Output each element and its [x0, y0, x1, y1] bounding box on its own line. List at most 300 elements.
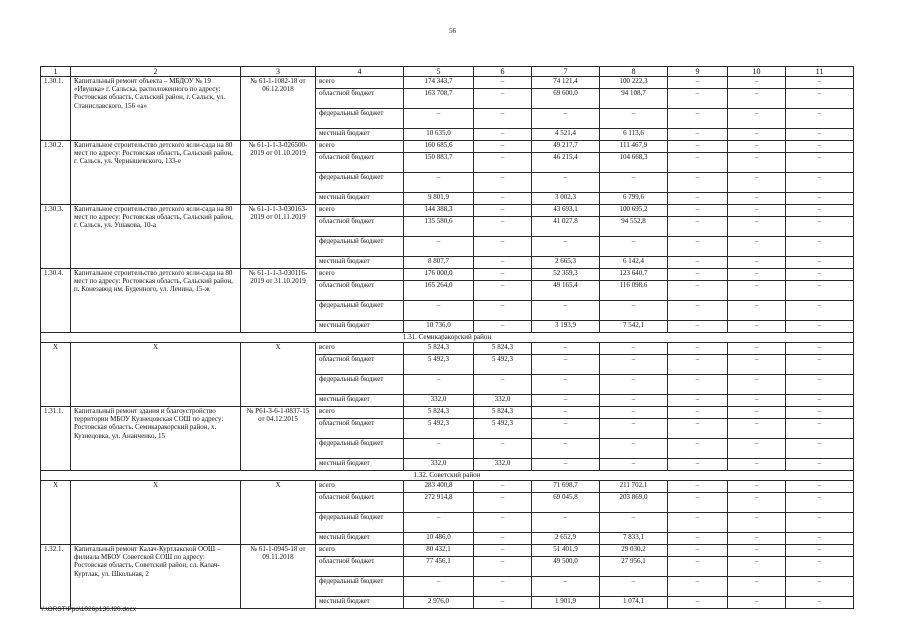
amount-cell: –: [728, 193, 786, 205]
amount-cell: –: [474, 321, 532, 333]
amount-cell: –: [532, 109, 600, 129]
amount-cell: –: [786, 343, 854, 355]
amount-cell: –: [600, 395, 668, 407]
funding-type: федеральный бюджет: [316, 513, 404, 533]
amount-cell: –: [728, 481, 786, 493]
amount-cell: –: [532, 301, 600, 321]
amount-cell: –: [728, 343, 786, 355]
amount-cell: 49 165,4: [532, 281, 600, 301]
amount-cell: 7 542,1: [600, 321, 668, 333]
amount-cell: –: [600, 343, 668, 355]
amount-cell: –: [728, 301, 786, 321]
section-title: 1.31. Семикаракорский район: [41, 333, 854, 343]
item-document: № Р61-3-6-1-0837-15 от 04.12.2015: [241, 407, 316, 471]
amount-cell: –: [786, 109, 854, 129]
amount-cell: –: [786, 513, 854, 533]
amount-cell: –: [728, 439, 786, 459]
amount-cell: 3 193,9: [532, 321, 600, 333]
amount-cell: 94 552,8: [600, 217, 668, 237]
amount-cell: 144 388,3: [404, 205, 474, 217]
amount-cell: –: [668, 173, 728, 193]
amount-cell: –: [532, 375, 600, 395]
amount-cell: –: [474, 237, 532, 257]
amount-cell: –: [474, 257, 532, 269]
amount-cell: 203 869,0: [600, 493, 668, 513]
funding-type: областной бюджет: [316, 281, 404, 301]
amount-cell: –: [728, 577, 786, 597]
amount-cell: –: [474, 269, 532, 281]
item-number: 1.30.4.: [41, 269, 71, 333]
amount-cell: –: [728, 109, 786, 129]
amount-cell: –: [474, 193, 532, 205]
amount-cell: –: [668, 281, 728, 301]
amount-cell: –: [532, 439, 600, 459]
item-document: Х: [241, 481, 316, 545]
amount-cell: –: [532, 173, 600, 193]
funding-type: местный бюджет: [316, 129, 404, 141]
funding-type: местный бюджет: [316, 597, 404, 609]
item-name: Капитальное строительство детского ясли-сада на 80 мест по адресу: Ростовская область, Сальский район, г. Сальск, ул. Ушакова, 10-а: [71, 205, 241, 269]
amount-cell: –: [668, 217, 728, 237]
amount-cell: 5 824,3: [404, 407, 474, 419]
file-path-footer: Y:\ORST\Ppo\1026p136.f20.docx: [40, 606, 137, 613]
amount-cell: –: [728, 545, 786, 557]
amount-cell: –: [668, 493, 728, 513]
amount-cell: 46 215,4: [532, 153, 600, 173]
amount-cell: –: [728, 89, 786, 109]
amount-cell: –: [728, 281, 786, 301]
item-document: Х: [241, 343, 316, 407]
amount-cell: –: [728, 597, 786, 609]
amount-cell: 5 492,3: [404, 355, 474, 375]
amount-cell: –: [474, 173, 532, 193]
amount-cell: –: [728, 77, 786, 89]
amount-cell: –: [786, 153, 854, 173]
amount-cell: –: [474, 493, 532, 513]
item-number: 1.31.1.: [41, 407, 71, 471]
amount-cell: –: [786, 419, 854, 439]
amount-cell: –: [532, 355, 600, 375]
amount-cell: –: [728, 395, 786, 407]
amount-cell: –: [600, 237, 668, 257]
amount-cell: –: [668, 545, 728, 557]
amount-cell: –: [668, 321, 728, 333]
amount-cell: –: [786, 597, 854, 609]
amount-cell: –: [728, 269, 786, 281]
amount-cell: –: [786, 395, 854, 407]
amount-cell: 332,0: [404, 395, 474, 407]
funding-type: областной бюджет: [316, 89, 404, 109]
funding-type: всего: [316, 343, 404, 355]
item-document: № 61-1-1082-18 от 06.12.2018: [241, 77, 316, 141]
amount-cell: 29 030,2: [600, 545, 668, 557]
amount-cell: –: [786, 173, 854, 193]
amount-cell: 41 027,8: [532, 217, 600, 237]
amount-cell: 5 492,3: [474, 355, 532, 375]
item-name: Х: [71, 481, 241, 545]
section-row: [41, 471, 854, 481]
amount-cell: –: [668, 109, 728, 129]
amount-cell: –: [728, 355, 786, 375]
amount-cell: –: [600, 439, 668, 459]
amount-cell: –: [728, 129, 786, 141]
amount-cell: –: [532, 459, 600, 471]
funding-type: областной бюджет: [316, 419, 404, 439]
amount-cell: –: [728, 459, 786, 471]
table-row: [41, 141, 854, 153]
amount-cell: 27 956,1: [600, 557, 668, 577]
funding-type: всего: [316, 481, 404, 493]
amount-cell: –: [786, 281, 854, 301]
amount-cell: –: [600, 109, 668, 129]
amount-cell: –: [728, 141, 786, 153]
amount-cell: –: [786, 533, 854, 545]
amount-cell: 163 708,7: [404, 89, 474, 109]
page-number: 56: [449, 27, 456, 35]
header-cell: 4: [316, 67, 404, 77]
amount-cell: 7 833,1: [600, 533, 668, 545]
table-row: [41, 481, 854, 493]
amount-cell: –: [728, 153, 786, 173]
funding-type: федеральный бюджет: [316, 173, 404, 193]
funding-type: федеральный бюджет: [316, 577, 404, 597]
funding-type: областной бюджет: [316, 557, 404, 577]
item-name: Капитальное строительство детского ясли-сада на 80 мест по адресу: Ростовская область, Сальский район, г. Сальск, ул. Чернышевского, 133-е: [71, 141, 241, 205]
amount-cell: 100 695,2: [600, 205, 668, 217]
funding-type: местный бюджет: [316, 459, 404, 471]
amount-cell: –: [532, 395, 600, 407]
amount-cell: –: [474, 129, 532, 141]
amount-cell: –: [668, 557, 728, 577]
amount-cell: –: [474, 281, 532, 301]
amount-cell: 283 400,8: [404, 481, 474, 493]
item-number: 1.32.1.: [41, 545, 71, 609]
header-row: [41, 67, 854, 77]
amount-cell: –: [786, 459, 854, 471]
amount-cell: 5 492,3: [474, 419, 532, 439]
amount-cell: –: [786, 493, 854, 513]
amount-cell: –: [668, 597, 728, 609]
amount-cell: –: [786, 205, 854, 217]
amount-cell: –: [668, 141, 728, 153]
section-title: 1.32. Советский район: [41, 471, 854, 481]
item-name: Капитальный ремонт Калач-Куртлакской ООШ – филиала МБОУ Советской СОШ по адресу: Ростовская область, Советский район, сл. Калач-Куртлак, ул. Школьная, 2: [71, 545, 241, 609]
amount-cell: –: [668, 153, 728, 173]
amount-cell: –: [728, 419, 786, 439]
item-name: Капитальное строительство детского ясли-сада на 80 мест по адресу: Ростовская область, Сальский район, п. Конезавод им. Буденного, ул. Ленина, 15-ж: [71, 269, 241, 333]
amount-cell: –: [668, 481, 728, 493]
amount-cell: 5 824,3: [474, 343, 532, 355]
amount-cell: –: [404, 301, 474, 321]
amount-cell: –: [474, 153, 532, 173]
amount-cell: –: [728, 557, 786, 577]
amount-cell: 176 000,0: [404, 269, 474, 281]
amount-cell: –: [474, 439, 532, 459]
amount-cell: 160 685,6: [404, 141, 474, 153]
amount-cell: –: [728, 217, 786, 237]
amount-cell: –: [728, 173, 786, 193]
amount-cell: 332,0: [474, 459, 532, 471]
amount-cell: 135 580,6: [404, 217, 474, 237]
amount-cell: –: [668, 439, 728, 459]
amount-cell: –: [786, 577, 854, 597]
amount-cell: –: [668, 193, 728, 205]
item-document: № 61-1-0945-18 от 09.11.2018: [241, 545, 316, 609]
amount-cell: –: [668, 77, 728, 89]
amount-cell: –: [728, 533, 786, 545]
amount-cell: –: [404, 439, 474, 459]
funding-type: федеральный бюджет: [316, 109, 404, 129]
header-cell: 2: [71, 67, 241, 77]
amount-cell: –: [668, 355, 728, 375]
amount-cell: 332,0: [404, 459, 474, 471]
funding-type: всего: [316, 205, 404, 217]
table-row: [41, 545, 854, 557]
amount-cell: –: [786, 545, 854, 557]
amount-cell: 1 074,1: [600, 597, 668, 609]
amount-cell: 5 824,3: [404, 343, 474, 355]
amount-cell: –: [786, 407, 854, 419]
table-row: [41, 269, 854, 281]
funding-type: местный бюджет: [316, 395, 404, 407]
amount-cell: 52 359,3: [532, 269, 600, 281]
amount-cell: 80 432,1: [404, 545, 474, 557]
funding-type: всего: [316, 407, 404, 419]
amount-cell: 77 456,1: [404, 557, 474, 577]
amount-cell: 2 652,9: [532, 533, 600, 545]
amount-cell: –: [786, 89, 854, 109]
item-document: № 61-1-1-3-030116-2019 от 31.10.2019: [241, 269, 316, 333]
amount-cell: 211 702,1: [600, 481, 668, 493]
amount-cell: 94 108,7: [600, 89, 668, 109]
amount-cell: 69 045,8: [532, 493, 600, 513]
amount-cell: –: [668, 577, 728, 597]
amount-cell: –: [404, 513, 474, 533]
amount-cell: 10 486,0: [404, 533, 474, 545]
amount-cell: 174 343,7: [404, 77, 474, 89]
amount-cell: 111 467,9: [600, 141, 668, 153]
amount-cell: –: [728, 237, 786, 257]
item-name: Х: [71, 343, 241, 407]
amount-cell: –: [728, 257, 786, 269]
amount-cell: –: [728, 513, 786, 533]
amount-cell: 49 217,7: [532, 141, 600, 153]
table-row: [41, 205, 854, 217]
amount-cell: –: [474, 545, 532, 557]
amount-cell: –: [474, 301, 532, 321]
amount-cell: 8 807,7: [404, 257, 474, 269]
amount-cell: –: [600, 459, 668, 471]
amount-cell: 69 600,0: [532, 89, 600, 109]
header-cell: 1: [41, 67, 71, 77]
amount-cell: –: [474, 557, 532, 577]
table-row: [41, 343, 854, 355]
amount-cell: 10 736,0: [404, 321, 474, 333]
amount-cell: –: [668, 395, 728, 407]
amount-cell: –: [404, 577, 474, 597]
amount-cell: –: [532, 577, 600, 597]
funding-type: областной бюджет: [316, 217, 404, 237]
amount-cell: –: [786, 439, 854, 459]
header-cell: 9: [668, 67, 728, 77]
amount-cell: –: [474, 577, 532, 597]
item-number: 1.30.1.: [41, 77, 71, 141]
amount-cell: –: [532, 407, 600, 419]
amount-cell: –: [404, 109, 474, 129]
amount-cell: 5 492,3: [404, 419, 474, 439]
amount-cell: –: [786, 141, 854, 153]
amount-cell: –: [600, 301, 668, 321]
amount-cell: –: [600, 355, 668, 375]
item-document: № 61-1-1-3-026500-2019 от 01.10.2019: [241, 141, 316, 205]
amount-cell: 6 799,6: [600, 193, 668, 205]
table-row: [41, 77, 854, 89]
amount-cell: –: [668, 205, 728, 217]
funding-type: всего: [316, 545, 404, 557]
amount-cell: –: [668, 129, 728, 141]
amount-cell: –: [532, 237, 600, 257]
amount-cell: –: [728, 321, 786, 333]
amount-cell: –: [600, 577, 668, 597]
item-number: Х: [41, 481, 71, 545]
table-row: [41, 407, 854, 419]
amount-cell: –: [474, 77, 532, 89]
amount-cell: 6 113,6: [600, 129, 668, 141]
amount-cell: 6 142,4: [600, 257, 668, 269]
amount-cell: 123 640,7: [600, 269, 668, 281]
amount-cell: 150 883,7: [404, 153, 474, 173]
item-name: Капитальный ремонт объекта – МБДОУ № 19 «Ивушка» г. Сальска, расположенного по адресу: Ростовская область, Сальский район, г. Сальск, ул. Станиславского, 156 «а»: [71, 77, 241, 141]
item-number: 1.30.3.: [41, 205, 71, 269]
amount-cell: –: [474, 109, 532, 129]
amount-cell: –: [668, 533, 728, 545]
amount-cell: –: [474, 481, 532, 493]
item-document: № 61-1-1-3-030163-2019 от 01.11.2019: [241, 205, 316, 269]
amount-cell: –: [474, 205, 532, 217]
amount-cell: –: [786, 481, 854, 493]
section-row: [41, 333, 854, 343]
amount-cell: –: [668, 513, 728, 533]
amount-cell: –: [404, 375, 474, 395]
funding-type: областной бюджет: [316, 153, 404, 173]
amount-cell: –: [668, 89, 728, 109]
amount-cell: 43 693,1: [532, 205, 600, 217]
amount-cell: –: [668, 301, 728, 321]
amount-cell: –: [600, 419, 668, 439]
amount-cell: 3 002,3: [532, 193, 600, 205]
amount-cell: 4 521,4: [532, 129, 600, 141]
amount-cell: –: [786, 237, 854, 257]
amount-cell: 2 976,0: [404, 597, 474, 609]
amount-cell: –: [786, 257, 854, 269]
amount-cell: 51 401,9: [532, 545, 600, 557]
header-cell: 3: [241, 67, 316, 77]
funding-type: федеральный бюджет: [316, 237, 404, 257]
header-cell: 7: [532, 67, 600, 77]
amount-cell: –: [600, 173, 668, 193]
funding-type: федеральный бюджет: [316, 301, 404, 321]
financing-table: [40, 66, 854, 609]
amount-cell: 116 098,6: [600, 281, 668, 301]
amount-cell: 74 121,4: [532, 77, 600, 89]
amount-cell: –: [786, 355, 854, 375]
amount-cell: 10 635,0: [404, 129, 474, 141]
funding-type: местный бюджет: [316, 533, 404, 545]
amount-cell: –: [532, 419, 600, 439]
amount-cell: –: [786, 557, 854, 577]
amount-cell: –: [786, 129, 854, 141]
amount-cell: –: [474, 89, 532, 109]
item-number: Х: [41, 343, 71, 407]
amount-cell: –: [600, 375, 668, 395]
amount-cell: –: [668, 257, 728, 269]
funding-type: местный бюджет: [316, 321, 404, 333]
amount-cell: 49 500,0: [532, 557, 600, 577]
funding-type: всего: [316, 141, 404, 153]
amount-cell: 1 901,9: [532, 597, 600, 609]
amount-cell: 2 665,3: [532, 257, 600, 269]
funding-type: всего: [316, 77, 404, 89]
item-number: 1.30.2.: [41, 141, 71, 205]
amount-cell: –: [668, 459, 728, 471]
amount-cell: –: [668, 375, 728, 395]
amount-cell: 165 264,0: [404, 281, 474, 301]
amount-cell: –: [532, 513, 600, 533]
funding-type: местный бюджет: [316, 193, 404, 205]
amount-cell: –: [786, 193, 854, 205]
amount-cell: 104 668,3: [600, 153, 668, 173]
funding-type: областной бюджет: [316, 355, 404, 375]
amount-cell: –: [786, 269, 854, 281]
funding-type: местный бюджет: [316, 257, 404, 269]
amount-cell: –: [404, 237, 474, 257]
amount-cell: –: [474, 513, 532, 533]
amount-cell: –: [474, 533, 532, 545]
amount-cell: 5 824,3: [474, 407, 532, 419]
header-cell: 11: [786, 67, 854, 77]
amount-cell: –: [728, 407, 786, 419]
amount-cell: –: [728, 205, 786, 217]
amount-cell: –: [532, 343, 600, 355]
amount-cell: –: [786, 217, 854, 237]
amount-cell: –: [786, 301, 854, 321]
amount-cell: –: [474, 217, 532, 237]
amount-cell: –: [668, 407, 728, 419]
funding-type: областной бюджет: [316, 493, 404, 513]
header-cell: 8: [600, 67, 668, 77]
amount-cell: 9 801,9: [404, 193, 474, 205]
amount-cell: –: [668, 269, 728, 281]
amount-cell: –: [404, 173, 474, 193]
amount-cell: 100 222,3: [600, 77, 668, 89]
amount-cell: –: [668, 419, 728, 439]
amount-cell: –: [728, 493, 786, 513]
amount-cell: –: [668, 343, 728, 355]
funding-type: федеральный бюджет: [316, 439, 404, 459]
header-cell: 10: [728, 67, 786, 77]
amount-cell: 71 698,7: [532, 481, 600, 493]
item-name: Капитальный ремонт здания и благоустройство территории МБОУ Кузнецовская СОШ по адресу: Ростовская область, Семикаракорский район, х. Кузнецовка, ул. Ананченко, 15: [71, 407, 241, 471]
funding-type: федеральный бюджет: [316, 375, 404, 395]
amount-cell: –: [474, 141, 532, 153]
amount-cell: –: [786, 321, 854, 333]
amount-cell: –: [668, 237, 728, 257]
amount-cell: –: [600, 407, 668, 419]
amount-cell: –: [786, 375, 854, 395]
amount-cell: –: [474, 375, 532, 395]
header-cell: 6: [474, 67, 532, 77]
amount-cell: –: [474, 597, 532, 609]
